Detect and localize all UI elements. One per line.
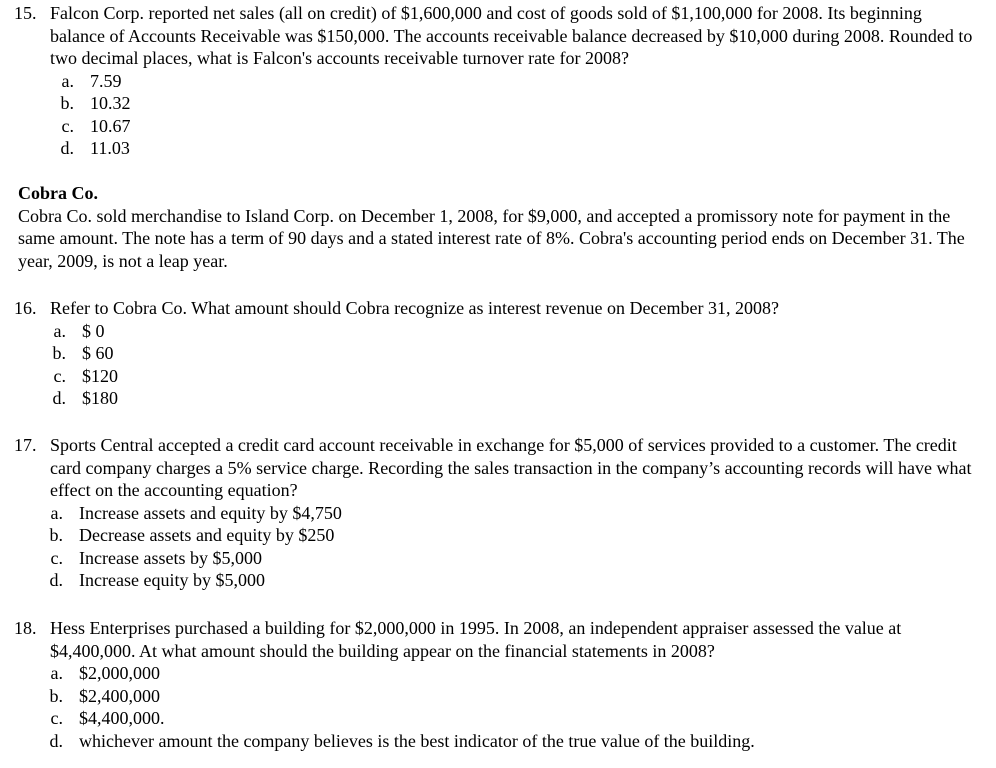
option-letter: d. bbox=[52, 388, 66, 408]
question-15 bbox=[0, 2, 980, 160]
answer-options bbox=[33, 662, 980, 752]
option-text: Increase assets and equity by $4,750 bbox=[79, 502, 342, 523]
option-text: $180 bbox=[82, 388, 118, 408]
option-letter: a. bbox=[50, 663, 63, 683]
question-16 bbox=[0, 297, 980, 410]
option-d[interactable] bbox=[36, 387, 980, 410]
option-a[interactable] bbox=[33, 662, 980, 685]
case-text: Cobra Co. sold merchandise to Island Corp. on December 1, 2008, for $9,000, and accepted a promissory note for payment in the same amount. The note has a term of 90 days and a stated interest rate of 8%. Cobra's accounting period ends on December 31. The year, 2009, is not a leap year. bbox=[18, 205, 965, 271]
option-d[interactable] bbox=[33, 730, 980, 753]
option-letter: c. bbox=[61, 115, 74, 136]
option-letter: d. bbox=[49, 730, 63, 751]
option-letter: a. bbox=[53, 320, 66, 341]
option-a[interactable] bbox=[33, 502, 980, 525]
option-b[interactable] bbox=[44, 92, 980, 115]
option-b[interactable] bbox=[36, 342, 980, 365]
option-text: $ 60 bbox=[82, 343, 114, 363]
option-c[interactable] bbox=[36, 365, 980, 388]
option-text: Increase equity by $5,000 bbox=[79, 570, 265, 590]
option-letter: a. bbox=[50, 502, 63, 523]
option-text: $120 bbox=[82, 365, 118, 386]
question-text: Sports Central accepted a credit card account receivable in exchange for $5,000 of services provided to a customer. The credit card company charges a 5% service charge. Recording the sales transaction in the company’s accounting records will have what effect on the accounting equation? bbox=[50, 435, 972, 500]
option-c[interactable] bbox=[44, 115, 980, 138]
option-letter: d. bbox=[60, 138, 74, 158]
option-letter: b. bbox=[49, 685, 63, 706]
option-d[interactable] bbox=[33, 569, 980, 592]
option-a[interactable] bbox=[36, 320, 980, 343]
option-letter: d. bbox=[49, 570, 63, 590]
option-text: 10.32 bbox=[90, 93, 131, 113]
answer-options bbox=[44, 70, 980, 160]
question-text: Falcon Corp. reported net sales (all on credit) of $1,600,000 and cost of goods sold of $1,100,000 for 2008. Its beginning balance of Accounts Receivable was $150,000. The accounts receivable balance decreased by $10,000 during 2008. Rounded to two decimal places, what is Falcon's accounts receivable turnover rate for 2008? bbox=[50, 3, 973, 68]
option-b[interactable] bbox=[33, 685, 980, 708]
question-number: 17. bbox=[14, 435, 37, 455]
option-letter: c. bbox=[53, 365, 66, 386]
answer-options bbox=[33, 502, 980, 592]
question-18 bbox=[0, 617, 980, 752]
option-d[interactable] bbox=[44, 137, 980, 160]
question-text: Refer to Cobra Co. What amount should Cobra recognize as interest revenue on December 31, 2008? bbox=[50, 298, 779, 318]
option-b[interactable] bbox=[33, 524, 980, 547]
option-text: $2,400,000 bbox=[79, 685, 160, 706]
case-title: Cobra Co. bbox=[18, 183, 98, 203]
option-text: $2,000,000 bbox=[79, 663, 160, 683]
option-text: $ 0 bbox=[82, 320, 105, 341]
option-text: Increase assets by $5,000 bbox=[79, 547, 262, 568]
option-letter: b. bbox=[49, 525, 63, 545]
option-c[interactable] bbox=[33, 547, 980, 570]
option-letter: c. bbox=[50, 547, 63, 568]
option-text: 7.59 bbox=[90, 70, 122, 91]
option-text: Decrease assets and equity by $250 bbox=[79, 525, 335, 545]
option-letter: a. bbox=[61, 70, 74, 91]
question-text: Hess Enterprises purchased a building for $2,000,000 in 1995. In 2008, an independent appraiser assessed the value at $4,400,000. At what amount should the building appear on the financial statements in 2008? bbox=[50, 618, 902, 661]
option-c[interactable] bbox=[33, 707, 980, 730]
option-letter: c. bbox=[50, 708, 63, 728]
option-letter: b. bbox=[60, 93, 74, 113]
option-text: whichever amount the company believes is the best indicator of the true value of the building. bbox=[79, 730, 755, 751]
option-text: 10.67 bbox=[90, 115, 131, 136]
option-letter: b. bbox=[52, 343, 66, 363]
question-17 bbox=[0, 434, 980, 592]
option-a[interactable] bbox=[44, 70, 980, 93]
case-block bbox=[0, 182, 978, 272]
question-number: 15. bbox=[14, 3, 37, 23]
option-text: $4,400,000. bbox=[79, 708, 165, 728]
question-number: 16. bbox=[14, 298, 37, 318]
question-number: 18. bbox=[14, 618, 37, 638]
answer-options bbox=[36, 320, 980, 410]
option-text: 11.03 bbox=[90, 138, 130, 158]
